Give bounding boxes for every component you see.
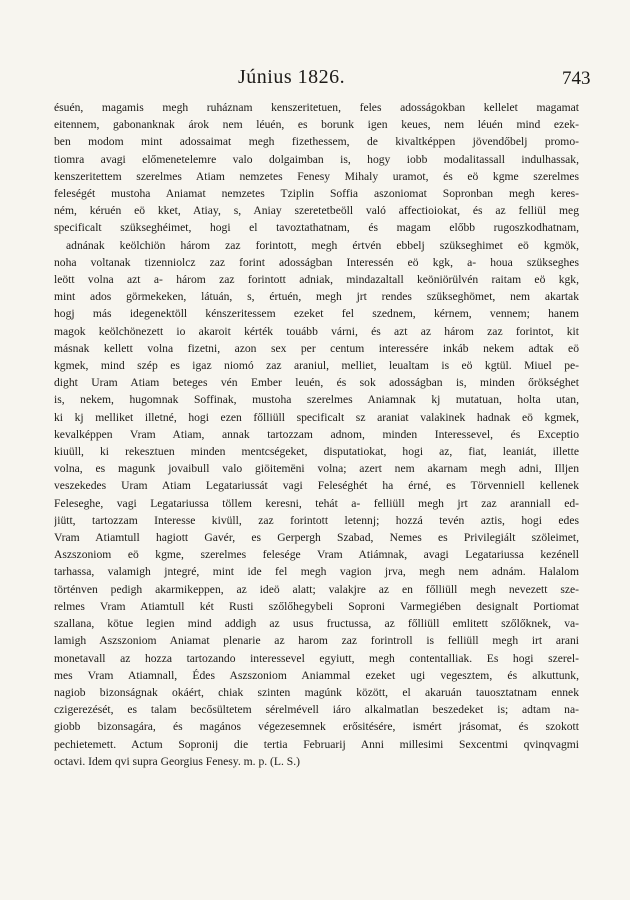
- text-line: kgmek, mind szép es igaz niomó zaz araniul, melliet, leualtam is eö kgtül. Miuel pe-: [54, 359, 579, 373]
- text-line: Aszszoniom eö kgme, szerelmes felesége Vram Atiámnak, avagi Legatariussa kezénell: [54, 548, 579, 562]
- text-line: relmes Vram Atiamtull két Rusti szőlőhegybeli Soproni Varmegiében designalt Portiomat: [54, 599, 579, 613]
- text-line: eitennem, gabonanknak árok nem léuén, es borunk igen keues, nem léuén mind ezek-: [54, 118, 579, 132]
- text-line: tarhassa, valamigh jntegré, mint ide fel megh vagion jrva, megh nem adnám. Halalom: [54, 565, 579, 579]
- text-line: történven pedigh akarmikeppen, az ideö alatt; valakjre az en főlliüll megh nevezett sze-: [54, 582, 579, 596]
- text-line: kevalképpen Vram Atiam, annak tartozzam adnom, minden Interessevel, és Exceptio: [54, 427, 579, 441]
- text-line: ném, kéruén eö kket, Atiay, s, Aniay szeretetbeöll való affectioiokat, és az felliül meg: [54, 204, 579, 218]
- text-line: pechietemett. Actum Soproniј die tertia Februarij Anni millesimi Sexcentmi qvinqvagmi: [54, 737, 579, 751]
- text-line: dight Uram Atiam beteges vén Ember leuén, és sok adosságban is, minden őrökséghet: [54, 376, 579, 390]
- running-title: Június 1826.: [238, 66, 346, 88]
- text-line: leött volna azt a- három zaz forintott adniak, mindazaltall keöniörülvén raitam eö kgk,: [54, 273, 579, 287]
- text-line: szallana, kötue legien mind addigh az usus fructussa, az főlliüll emlitett szőlőknek, va-: [54, 617, 579, 631]
- text-line: másnak kellett volna fizetni, azon sex per centum interessére inkáb nekem adtak eö: [54, 341, 579, 355]
- text-line: lamigh Aszszoniom Aniamat plenarie az harom zaz forintroll is felliüll megh irt arani: [54, 634, 579, 648]
- text-line: monetavall az hozza tartozando interessevel egyiutt, megh contentalliak. Es hogi szerel-: [54, 651, 579, 665]
- text-line: volna, es magunk jovaibull valo giöitemëni volna; azert nem akarnam megh adni, Illjen: [54, 462, 579, 476]
- text-line: kenszeritettem szerelmes Atiam nemzetes Fenesy Mihaly uramot, és eö kgme szerelmes: [54, 169, 579, 183]
- text-line: adnának keölchiön három zaz forintott, megh értvén ebbelj szükseghimet eö kgmök,: [66, 238, 579, 252]
- text-line: tiomra avagi előmenetelemre valo dolgaimban is, hogy iobb modalitassall indulhassak,: [54, 152, 579, 166]
- text-line: ésuén, magamis megh ruháznam kenszeritetuen, feles adosságokban kellelet magamat: [54, 101, 579, 114]
- text-line: noha voltanak tizenniolcz zaz forint adosságban Interessén eö kgk, a- houa szükseghes: [54, 255, 579, 269]
- page-header: [0, 66, 630, 94]
- text-line: giobb bizonsagára, és magános végezesemnek erősitésére, ismért jrásomat, és szokott: [54, 720, 579, 734]
- text-line: hogj más idegenektöll kénszeritessem ezeket fel szednem, kérnem, vennem; hanem: [54, 307, 579, 321]
- text-line: Feleseghe, vagi Legatariussa töllem keresni, tehát a- felliüll megh jrt zaz aranniall ed-: [54, 496, 579, 510]
- text-line: czigerezését, es talam becősültetem sérelmévell iáro alkalmatlan beszedeket is; adtam na-: [54, 703, 579, 717]
- body-text: [54, 99, 579, 770]
- text-line: nagiob bizonságnak okáért, chiak szinten magúnk között, el akaruán tauosztatnam ennek: [54, 685, 579, 699]
- text-line: jiütt, tartozzam Interesse kivüll, zaz forintott letennj; hozzá tevén aztis, hogi edes: [54, 513, 579, 527]
- text-line: ki kj melliket illetné, hogi ezen főlliüll specificalt sz araniat valakinek hadnak eö kgmek,: [54, 410, 579, 424]
- text-line: feleségét mustoha Aniamat nemzetes Tziplin Soffia aszoniomat Sopronban megh keres-: [54, 187, 579, 201]
- text-line: mes Vram Atiamnall, Édes Aszszoniom Aniammal ezeket ugi vegesztem, és alkuttunk,: [54, 668, 579, 682]
- text-line: Vram Atiamtull hagiott Gavér, es Gerpergh Szabad, Nemes es Privilegiált szöleimet,: [54, 531, 579, 545]
- text-line: ben modom mint adossaimat megh fizethessem, de kivaltképpen jövendőbelj promo-: [54, 135, 579, 149]
- text-line: is, nekem, hugomnak Soffinak, mustoha szerelmes Aniamnak kj mutatuan, holta utan,: [54, 393, 579, 407]
- text-line: specificalt szükseghéimet, hogi el tavoztathatnam, és magam előbb rugoszkodhatnam,: [54, 221, 579, 235]
- text-line: mint ados görmekeken, látuán, s, értuén, megh jrt rendes szükseghömet, nem akartak: [54, 290, 579, 304]
- text-line: veszekedes Uram Atiam Legatariussát vagi Feleséghét ha érné, es Törvenniell kellenek: [54, 479, 579, 493]
- text-line: octavi. Idem qvi supra Georgius Fenesy. m. p. (L. S.): [54, 754, 301, 768]
- text-line: kiuüll, ki rekesztuen minden mentcségeket, disputatiokat, hogi az, fiat, leaniát, illette: [54, 445, 579, 459]
- page-number: 743: [562, 68, 591, 89]
- text-line: magok keölchönezett io akaroit kérték touább várni, és azt az három zaz forintot, kit: [54, 324, 579, 338]
